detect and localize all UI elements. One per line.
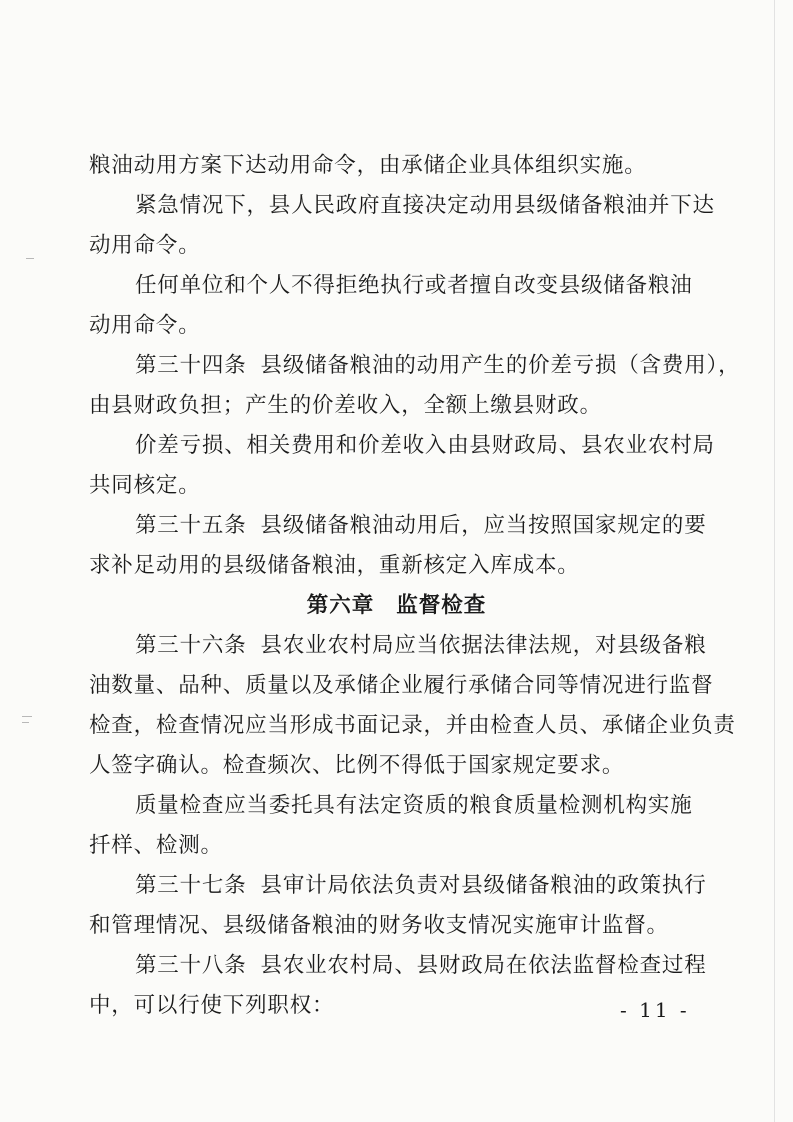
page-number: - 11 -	[620, 998, 690, 1022]
chapter-title: 监督检查	[396, 593, 487, 618]
article-35: 第三十五条 县级储备粮油动用后，应当按照国家规定的要	[135, 513, 707, 538]
text-line: 共同核定。	[89, 473, 201, 498]
article-37: 第三十七条 县审计局依法负责对县级储备粮油的政策执行	[135, 873, 707, 898]
text-line: 人签字确认。检查频次、比例不得低于国家规定要求。	[89, 753, 625, 778]
text-line: 动用命令。	[89, 233, 201, 258]
scan-mark	[26, 258, 34, 259]
text-line: 动用命令。	[89, 313, 201, 338]
article-number: 第三十七条	[135, 873, 247, 898]
text-line: 检查，检查情况应当形成书面记录，并由检查人员、承储企业负责	[89, 713, 736, 738]
chapter-heading	[89, 586, 704, 626]
scan-edge	[774, 0, 775, 1122]
scan-mark	[22, 716, 32, 717]
text-line: 扦样、检测。	[89, 833, 223, 858]
text-line: 紧急情况下，县人民政府直接决定动用县级储备粮油并下达	[135, 193, 715, 218]
text-line: 油数量、品种、质量以及承储企业履行承储合同等情况进行监督	[89, 673, 714, 698]
article-36: 第三十六条 县农业农村局应当依据法律法规，对县级备粮	[135, 633, 707, 658]
text-line: 中，可以行使下列职权：	[89, 993, 335, 1018]
text-line: 价差亏损、相关费用和价差收入由县财政局、县农业农村局	[135, 433, 715, 458]
text-line: 由县财政负担；产生的价差收入，全额上缴县财政。	[89, 393, 602, 418]
article-number: 第三十八条	[135, 953, 247, 978]
article-38: 第三十八条 县农业农村局、县财政局在依法监督检查过程	[135, 953, 707, 978]
chapter-number: 第六章	[306, 593, 375, 618]
text-line: 和管理情况、县级储备粮油的财务收支情况实施审计监督。	[89, 913, 669, 938]
text-line: 求补足动用的县级储备粮油，重新核定入库成本。	[89, 553, 580, 578]
article-number: 第三十四条	[135, 353, 247, 378]
article-number: 第三十五条	[135, 513, 247, 538]
article-34: 第三十四条 县级储备粮油的动用产生的价差亏损（含费用），	[135, 353, 741, 378]
article-number: 第三十六条	[135, 633, 247, 658]
text-line: 质量检查应当委托具有法定资质的粮食质量检测机构实施	[135, 793, 693, 818]
document-body	[89, 146, 741, 1026]
scan-mark	[22, 722, 29, 723]
text-line: 任何单位和个人不得拒绝执行或者擅自改变县级储备粮油	[135, 273, 693, 298]
text-line: 粮油动用方案下达动用命令，由承储企业具体组织实施。	[89, 153, 647, 178]
